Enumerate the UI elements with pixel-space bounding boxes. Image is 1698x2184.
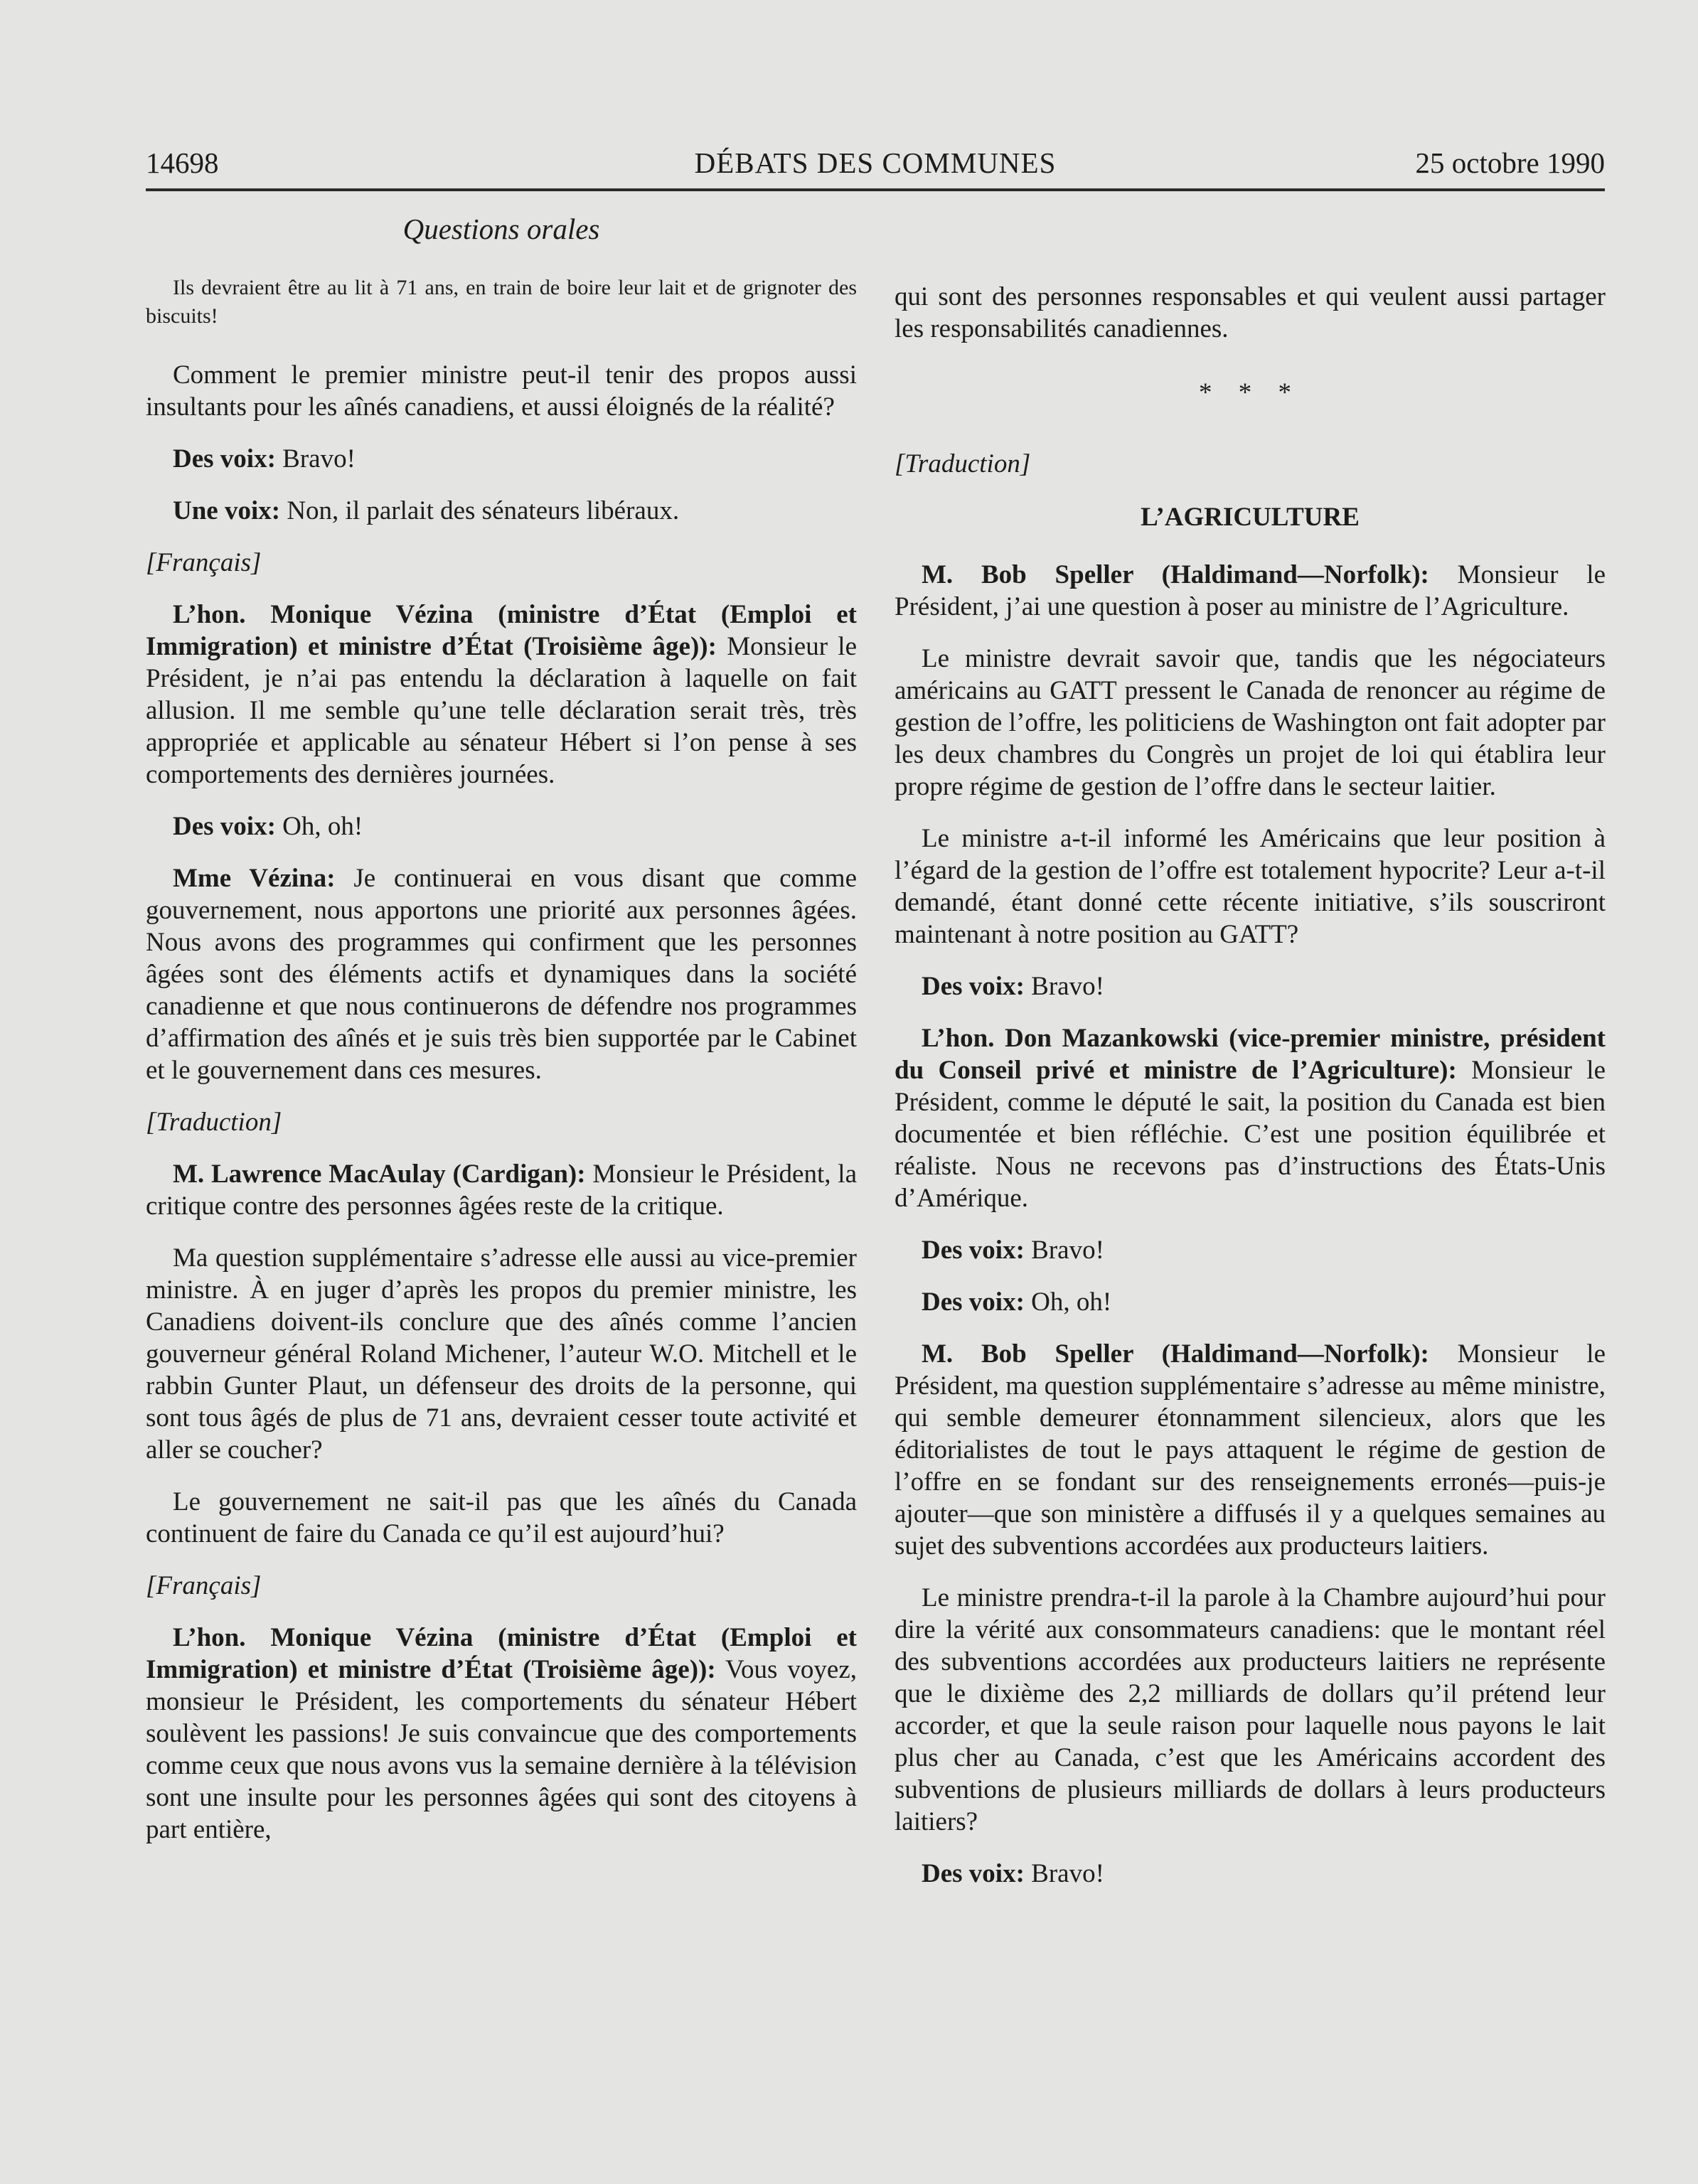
paragraph	[895, 1234, 1606, 1266]
speaker: Des voix:	[173, 812, 276, 841]
speaker: Des voix:	[173, 444, 276, 473]
language-marker: [Français]	[146, 548, 262, 577]
speech: Non, il parlait des sénateurs libéraux.	[287, 496, 680, 525]
page-header	[146, 146, 1605, 191]
paragraph	[895, 970, 1606, 1002]
publication-title: DÉBATS DES COMMUNES	[694, 146, 1057, 179]
speech: Monsieur le Président, j’ai une question à poser au ministre de l’Agriculture.	[895, 560, 1606, 621]
speech: Bravo!	[1031, 1859, 1104, 1888]
paragraph: Ma question supplémentaire s’adresse elle aussi au vice-premier ministre. À en juger d’après les propos du premier ministre, les Canadiens doivent-ils conclure que des aînés comme l’ancien gouverneur général Roland Michener, l’auteur W.O. Mitchell et le rabbin Gunter Plaut, un défenseur des droits de la personne, qui sont tous âgés de plus de 71 ans, devraient cesser toute activité et aller se coucher?	[146, 1243, 857, 1465]
speaker: Des voix:	[922, 1288, 1025, 1317]
speaker: Une voix:	[173, 496, 281, 525]
speech: Oh, oh!	[1031, 1288, 1112, 1317]
speaker: M. Lawrence MacAulay (Cardigan):	[173, 1160, 586, 1189]
paragraph: Le ministre devrait savoir que, tandis que les négociateurs américains au GATT pressent le Canada de renoncer au régime de gestion de l’offre, les politiciens de Washington ont fait adopter par les deux chambres du Congrès un projet de loi qui établira leur propre régime de gestion de l’offre dans le secteur laitier.	[895, 644, 1606, 801]
section-title: Questions orales	[402, 213, 600, 245]
left-column	[146, 213, 857, 1866]
paragraph	[895, 1858, 1606, 1890]
speech: Monsieur le Président, la critique contre des personnes âgées reste de la critique.	[146, 1160, 857, 1221]
page-number: 14698	[146, 146, 219, 179]
paragraph: Le gouvernement ne sait-il pas que les aînés du Canada continuent de faire du Canada ce qu’il est aujourd’hui?	[146, 1487, 857, 1548]
paragraph: Le ministre prendra-t-il la parole à la Chambre aujourd’hui pour dire la vérité aux consommateurs canadiens: que le montant réel des subventions accordées aux producteurs laitiers ne représente que le dixième des 2,2 milliards de dollars qu’il prétend leur accorder, et que la seule raison pour laquelle nous payons le lait plus cher au Canada, c’est que les Américains accordent des subventions de plusieurs milliards de dollars à leurs producteurs laitiers?	[895, 1583, 1606, 1836]
paragraph: Comment le premier ministre peut-il tenir des propos aussi insultants pour les aînés canadiens, et aussi éloignés de la réalité?	[146, 360, 857, 422]
paragraph	[895, 559, 1606, 623]
speech: Oh, oh!	[282, 812, 363, 841]
speech: Monsieur le Président, comme le député le sait, la position du Canada est bien documentée et bien réfléchie. C’est une position équilibrée et réaliste. Nous ne recevons pas d’instructions des États-Unis d’Amérique.	[895, 1056, 1606, 1213]
speech: Bravo!	[282, 444, 356, 473]
language-marker: [Français]	[146, 1571, 262, 1600]
speaker: L’hon. Don Mazankowski (vice-premier ministre, président du Conseil privé et ministre de l’Agriculture):	[895, 1024, 1606, 1085]
paragraph	[146, 443, 857, 475]
speaker: L’hon. Monique Vézina (ministre d’État (Emploi et Immigration) et ministre d’État (Troisième âge)):	[146, 600, 857, 661]
speech: Monsieur le Président, ma question supplémentaire s’adresse au même ministre, qui semble demeurer étonnamment silencieux, alors que les éditorialistes de tout le pays attaquent le régime de gestion de l’offre en se fondant sur des renseignements erronés—puis-je ajouter—que son ministère a diffusés il y a quelques semaines au sujet des subventions accordées aux producteurs laitiers.	[895, 1339, 1606, 1561]
speech: Monsieur le Président, je n’ai pas entendu la déclaration à laquelle on fait allusion. Il me semble qu’une telle déclaration serait très, très appropriée et applicable au sénateur Hébert si l’on pense à ses comportements des dernières journées.	[146, 632, 857, 789]
speaker: Des voix:	[922, 972, 1025, 1001]
paragraph	[146, 599, 857, 791]
language-marker: [Traduction]	[895, 449, 1031, 478]
paragraph: qui sont des personnes responsables et qui veulent aussi partager les responsabilités canadiennes.	[895, 282, 1606, 343]
issue-date: 25 octobre 1990	[1415, 146, 1605, 179]
speech: Bravo!	[1031, 972, 1104, 1001]
speaker: Des voix:	[922, 1236, 1025, 1265]
section-heading: L’AGRICULTURE	[1141, 503, 1360, 532]
language-marker: [Traduction]	[146, 1108, 282, 1137]
speaker: M. Bob Speller (Haldimand—Norfolk):	[922, 1339, 1429, 1369]
paragraph	[146, 810, 857, 842]
paragraph	[895, 1022, 1606, 1214]
paragraph	[895, 1338, 1606, 1562]
speaker: L’hon. Monique Vézina (ministre d’État (Emploi et Immigration) et ministre d’État (Troisième âge)):	[146, 1623, 857, 1684]
section-separator: * * *	[1199, 378, 1301, 407]
paragraph	[146, 1158, 857, 1222]
speech: Vous voyez, monsieur le Président, les comportements du sénateur Hébert soulèvent les passions! Je suis convaincue que des comportements comme ceux que nous avons vus la semaine dernière à la télévision sont une insulte pour les personnes âgées qui sont des citoyens à part entière,	[146, 1655, 857, 1844]
speaker: M. Bob Speller (Haldimand—Norfolk):	[922, 560, 1429, 589]
speech: Bravo!	[1031, 1236, 1104, 1265]
paragraph: Le ministre a-t-il informé les Américains que leur position à l’égard de la gestion de l’offre est totalement hypocrite? Leur a-t-il demandé, étant donné cette récente initiative, s’ils souscriront maintenant à notre position au GATT?	[895, 824, 1606, 949]
speaker: Mme Vézina:	[173, 864, 336, 893]
paragraph	[146, 1622, 857, 1846]
paragraph	[895, 1286, 1606, 1318]
quoted-statement: Ils devraient être au lit à 71 ans, en train de boire leur lait et de grignoter des biscuits!	[146, 276, 857, 328]
paragraph	[146, 862, 857, 1086]
speaker: Des voix:	[922, 1859, 1025, 1888]
paragraph	[146, 495, 857, 527]
right-column	[895, 281, 1606, 1910]
speech: Je continuerai en vous disant que comme gouvernement, nous apportons une priorité aux personnes âgées. Nous avons des programmes qui confirment que les personnes âgées sont des éléments actifs et dynamiques dans la société canadienne et que nous continuerons de défendre nos programmes d’affirmation des aînés et je suis très bien supportée par le Cabinet et le gouvernement dans ces mesures.	[146, 864, 858, 1085]
